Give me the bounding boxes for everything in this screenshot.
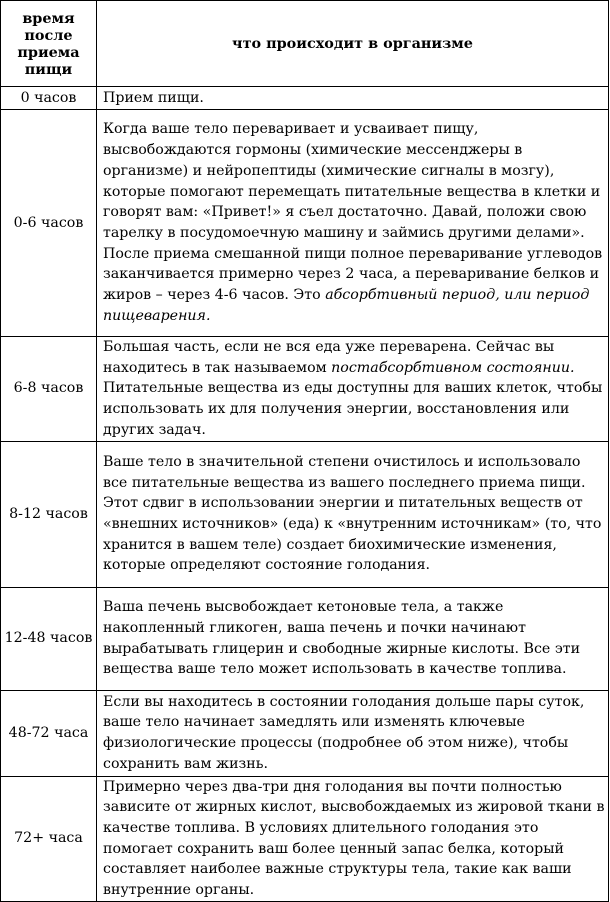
table-row [1,110,609,337]
description-cell [97,776,609,901]
table-row [1,587,609,690]
time-cell: 8-12 часов [1,441,97,587]
time-cell: 6-8 часов [1,337,97,442]
description-text: Ваша печень высвобождает кетоновые тела, а также накопленный гликоген, ваша печень и почки начинают вырабатывать глицерин и свободные жирные кислоты. Все эти вещества ваше тело может использовать в качестве топлива. [103,599,581,678]
description-text: После приема смешанной пищи полное переваривание углеводов заканчивается примерно через 2 часа, а переваривание белков и жиров – через 4-6 часов. Это [103,245,603,304]
table-row [1,690,609,776]
description-cell [97,441,609,587]
description-text: Питательные вещества из еды доступны для ваших клеток, чтобы использовать их для получения энергии, восстановления или других задач. [103,380,603,438]
description-cell [97,587,609,690]
description-cell [97,87,609,110]
time-cell: 12-48 часов [1,587,97,690]
description-text: Если вы находитесь в состоянии голодания дольше пары суток, ваше тело начинает замедлять или изменять ключевые физиологические процессы (подробнее об этом ниже), чтобы сохранить вам жизнь. [103,693,585,772]
description-text: Большая часть, если не вся еда уже переварена. Сейчас вы находитесь в так называемом [103,339,555,376]
header-time: время после приема пищи [1,1,97,87]
time-cell: 0-6 часов [1,110,97,337]
description-cell [97,110,609,337]
description-text: Примерно через два-три дня голодания вы почти полностью зависите от жирных кислот, высвобождаемых из жировой ткани в качестве топлива. В условиях длительного голодания это помогает сохранить ваш более ценный запас белка, который составляет наиболее важные структуры тела, такие как ваши внутренние органы. [103,778,605,899]
header-row [1,1,609,87]
description-text: Когда ваше тело переваривает и усваивает пищу, высвобождаются гормоны (химические мессенджеры в организме) и нейропептиды (химические сигналы в мозгу), которые помогают перемещать питательные вещества в клетки и говорят вам: «Привет!» я съел достаточно. Давай, положи свою тарелку в посудомоечную машину и займись другими делами». [103,121,601,241]
term-italic: постабсорбтивном состоянии. [331,359,575,376]
description-text: Ваше тело в значительной степени очистилось и использовало все питательные вещества из вашего последнего приема пищи. Этот сдвиг в использовании энергии и питательных веществ от «внешних источников» (еда) к «внутренним источникам» (то, что хранится в вашем теле) создает биохимические изменения, которые определяют состояние голодания. [103,453,602,574]
table-row [1,87,609,110]
time-cell: 72+ часа [1,776,97,901]
table-row [1,337,609,442]
description-cell [97,690,609,776]
table-row [1,441,609,587]
term-italic: абсорбтивный период, или период пищеварения. [103,287,590,324]
description-cell [97,337,609,442]
description-text: Прием пищи. [103,89,204,106]
header-description: что происходит в организме [97,1,609,87]
table-row [1,776,609,901]
time-cell: 0 часов [1,87,97,110]
time-cell: 48-72 часа [1,690,97,776]
